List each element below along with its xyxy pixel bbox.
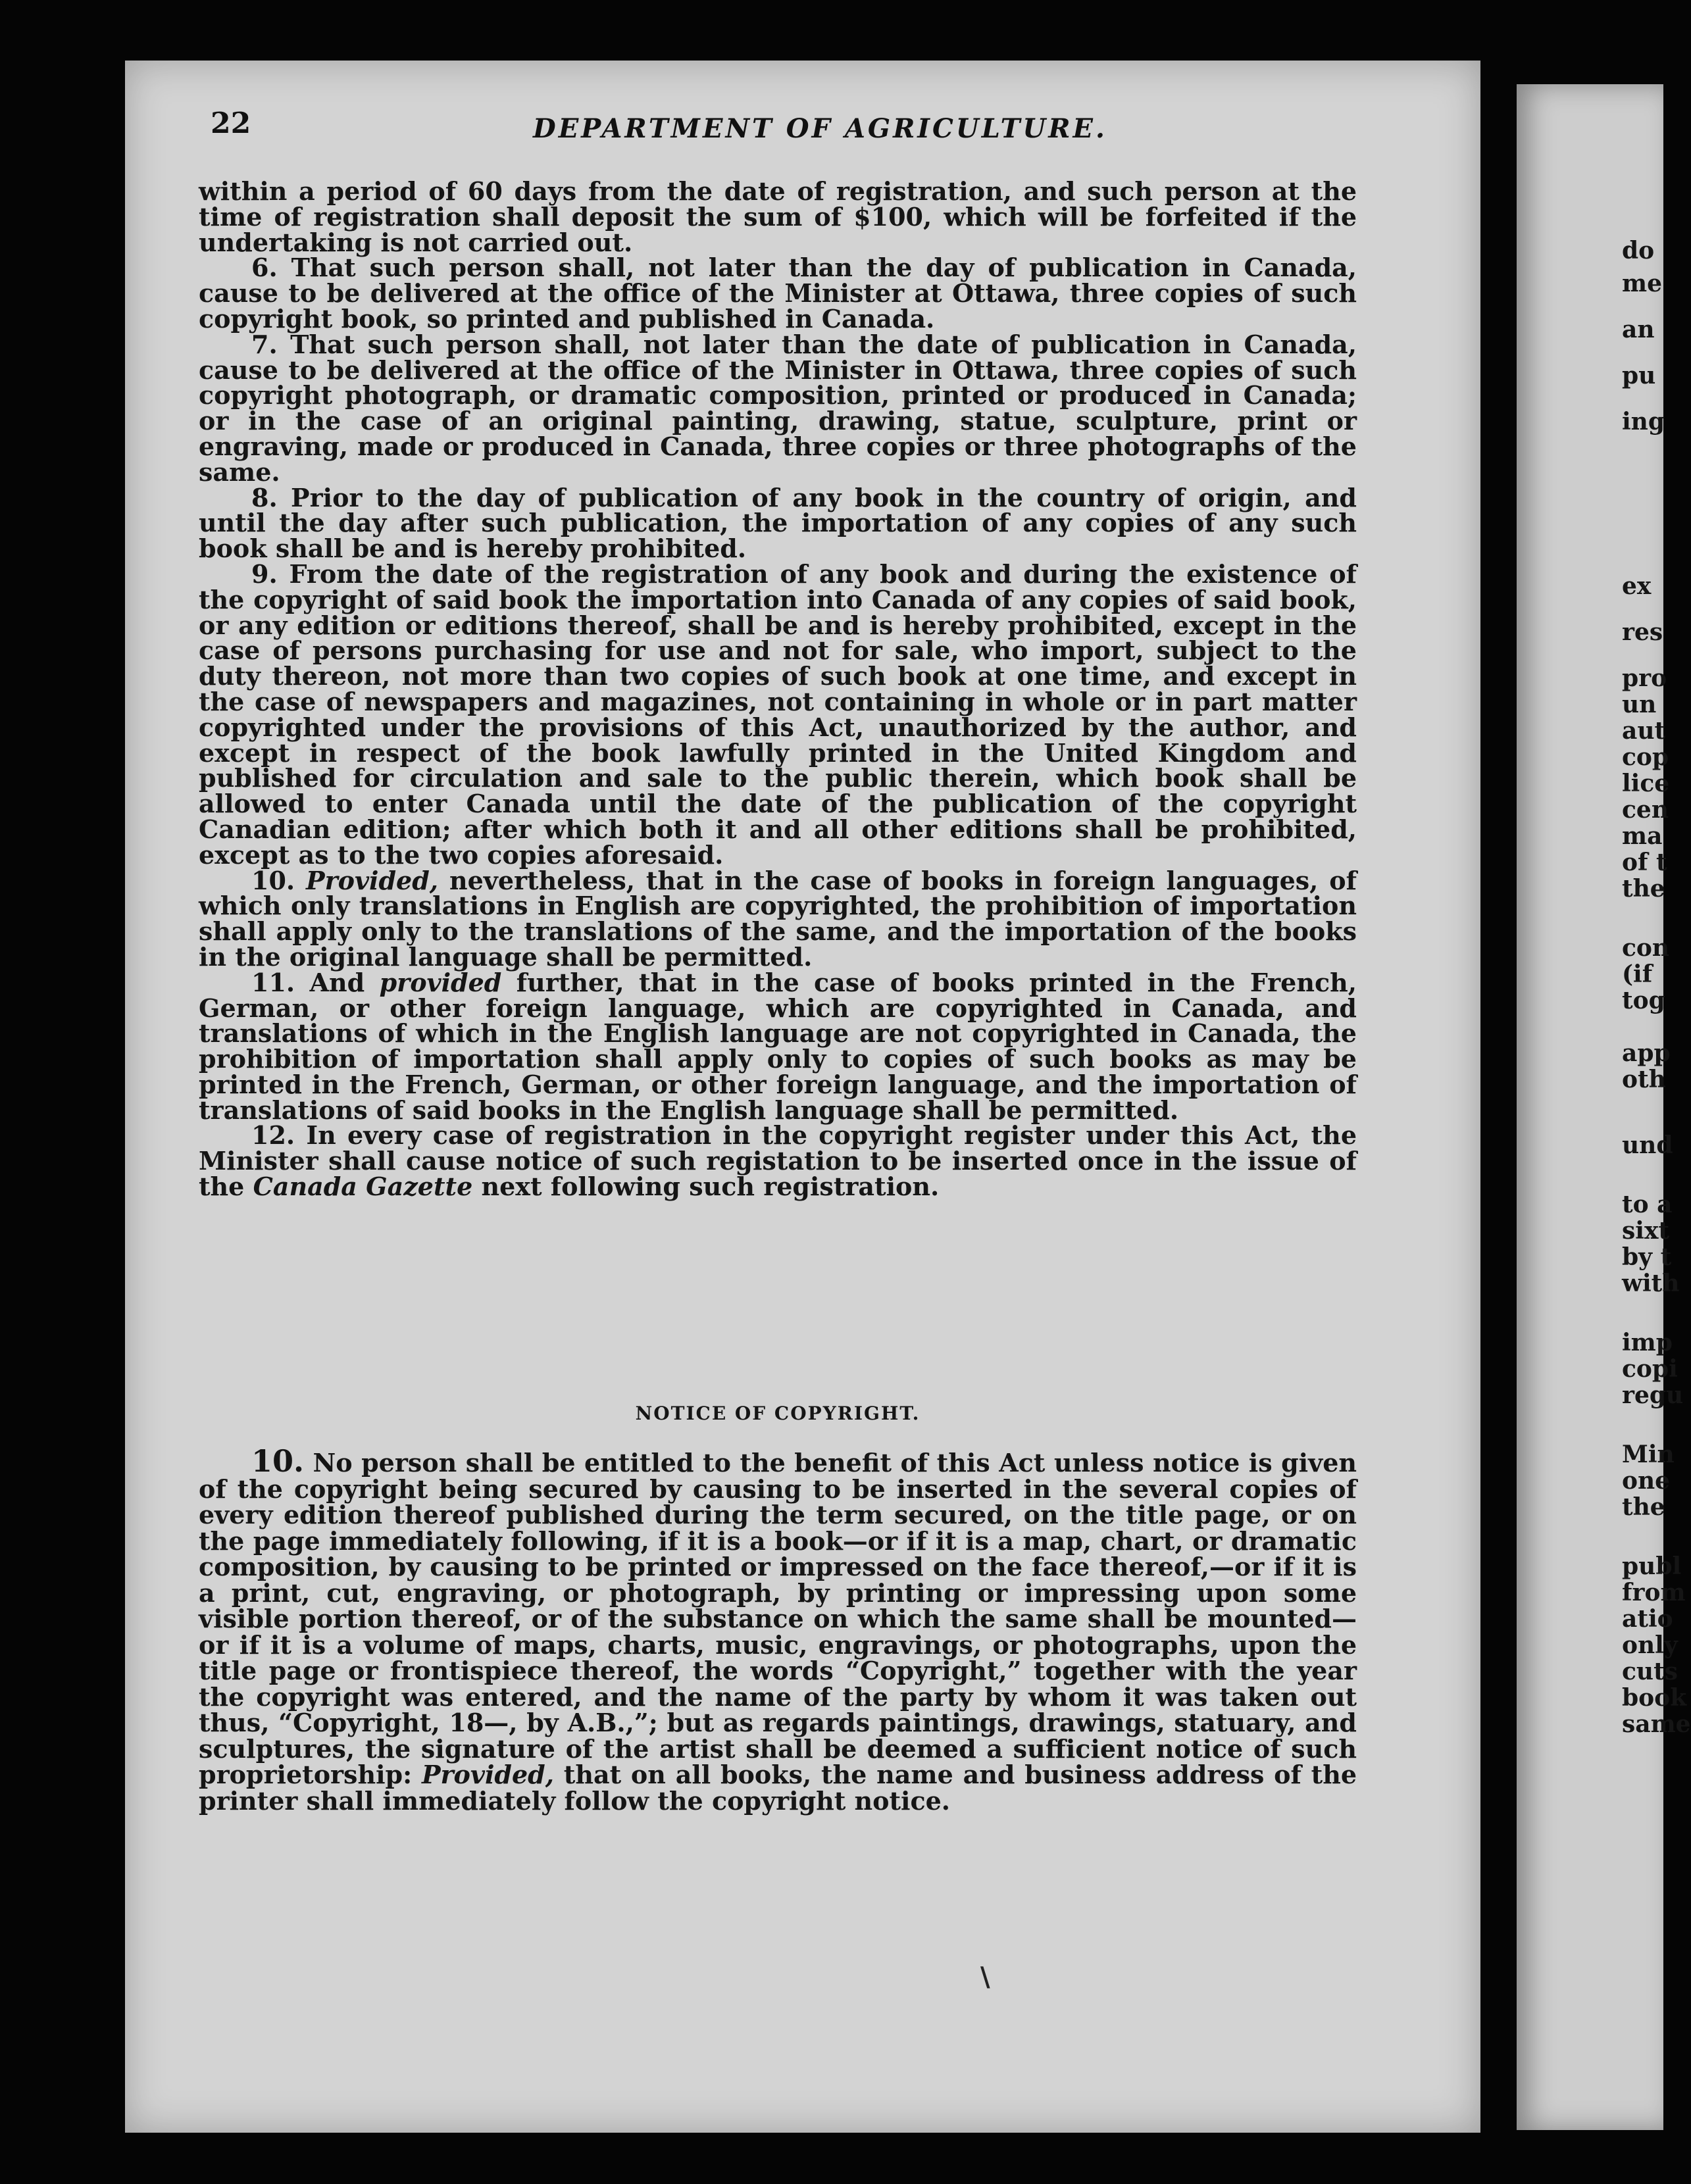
right-page-fragment: regu xyxy=(1622,1381,1684,1409)
right-page-fragment: pu xyxy=(1622,362,1656,389)
right-page-fragment: res xyxy=(1622,618,1663,646)
clause-12-body: 12. In every case of registration in the copyright register under this Act, the Minister shall cause notice of such registation to be inserted once in the issue of the xyxy=(199,1120,1357,1202)
right-page-fragment: an xyxy=(1622,316,1655,343)
stray-mark: \ xyxy=(980,1962,990,1993)
right-page-fragment: same xyxy=(1622,1710,1691,1738)
running-head: DEPARTMENT OF AGRICULTURE. xyxy=(533,113,1107,144)
clause-12 xyxy=(199,1120,1357,1202)
right-page-fragment: to a xyxy=(1622,1191,1673,1218)
right-page-fragment: do xyxy=(1622,237,1655,264)
right-page-fragment: book xyxy=(1622,1684,1687,1712)
clause-11-lead: 11. And xyxy=(251,967,365,997)
right-page-fragment: lice xyxy=(1622,770,1670,797)
notice-italic: Provided, xyxy=(421,1760,554,1789)
paragraph-continued: within a period of 60 days from the date of registration, and such person at the time of registration shall deposit the sum of $100, which will be forfeited if the undertaking is not carried out. xyxy=(199,176,1357,257)
right-page-fragment: the xyxy=(1622,1493,1665,1521)
right-page-fragment: und xyxy=(1622,1131,1673,1159)
right-page-fragment: the xyxy=(1622,875,1665,903)
right-page-fragment: imp xyxy=(1622,1329,1673,1356)
right-page-fragment: of t xyxy=(1622,849,1667,876)
notice-section xyxy=(199,1443,1357,1816)
right-page-fragment: tog xyxy=(1622,987,1665,1014)
clause-11-body: further, that in the case of books printed in the French, German, or other foreign language, which are copyrighted in Canada, and translations of which in the English language are not copyrighted in Canada, the prohibition of importation shall apply only to copies of such books as may be printed in the French, German, or other foreign language, and the importation of translations of said books in the English language shall be permitted. xyxy=(199,967,1357,1125)
clause-11 xyxy=(199,967,1357,1125)
notice-number: 10. xyxy=(251,1443,305,1479)
right-page-fragment: app xyxy=(1622,1039,1671,1067)
right-page-fragment: Min xyxy=(1622,1441,1675,1468)
right-page-fragment: with xyxy=(1622,1270,1680,1297)
right-page-fragment: ex xyxy=(1622,572,1652,600)
right-page-fragment: cop xyxy=(1622,743,1669,771)
clause-12-tail: next following such registration. xyxy=(481,1172,940,1202)
clause-11-italic: provided xyxy=(379,967,502,997)
notice-tail: that on all books, the name and business address of the printer shall immediately follow the copyright notice. xyxy=(199,1760,1357,1816)
right-page-fragment: me xyxy=(1622,270,1662,297)
right-page-fragment: un xyxy=(1622,691,1657,718)
right-page-fragment: oth xyxy=(1622,1066,1666,1093)
right-page-fragment: one xyxy=(1622,1467,1671,1495)
act-clauses xyxy=(199,176,1357,1202)
page-gutter xyxy=(1480,0,1517,2184)
clause-7: 7. That such person shall, not later than the date of publication in Canada, cause to be delivered at the office of the Minister in Ottawa, three copies of such copyright photograph, or dramatic composition, printed or produced in Canada; or in the case of an original painting, drawing, statue, sculpture, print or engraving, made or produced in Canada, three copies or three photographs of the same. xyxy=(199,329,1357,487)
page-number: 22 xyxy=(211,107,251,140)
clause-8: 8. Prior to the day of publication of any book in the country of origin, and until the day after such publication, the importation of any copies of any such book shall be and is hereby prohibited. xyxy=(199,482,1357,564)
clause-9: 9. From the date of the registration of any book and during the existence of the copyright of said book the importation into Canada of any copies of said book, or any edition or editions thereof, shall be and is hereby prohibited, except in the case of persons purchasing for use and not for sale, who import, subject to the duty thereon, not more than two copies of such book at one time, and except in the case of newspapers and magazines, not containing in whole or in part matter copyrighted under the provisions of this Act, unauthorized by the author, and except in respect of the book lawfully printed in the United Kingdom and published for circulation and sale to the public therein, which book shall be allowed to enter Canada until the date of the publication of the copyright Canadian edition; after which both it and all other editions shall be prohibited, except as to the two copies aforesaid. xyxy=(199,558,1357,870)
right-page-fragment: sixt xyxy=(1622,1217,1670,1245)
right-page-fragment: only xyxy=(1622,1631,1678,1659)
right-page-fragment: (if xyxy=(1622,960,1653,988)
right-page-fragment: pro xyxy=(1622,664,1667,692)
clause-10-italic: Provided, xyxy=(306,865,439,895)
right-page-fragment: con xyxy=(1622,934,1670,962)
clause-6: 6. That such person shall, not later than the day of publication in Canada, cause to be delivered at the office of the Minister at Ottawa, three copies of such copyright book, so printed and published in Canada. xyxy=(199,253,1357,334)
right-page-fragment: publ xyxy=(1622,1552,1682,1580)
notice-paragraph xyxy=(199,1443,1357,1816)
clause-10-lead: 10. xyxy=(251,865,295,895)
right-page-fragment: ma xyxy=(1622,822,1663,850)
notice-body: No person shall be entitled to the benefit of this Act unless notice is given of the copyright being secured by causing to be inserted in the several copies of every edition thereof published during the term secured, on the title page, or on the page immediately following, if it is a book—or if it is a map, chart, or dramatic composition, by causing to be printed or impressed on the face thereof,—or if it is a print, cut, engraving, or photograph, by printing or impressing upon some visible portion thereof, or of the substance on which the same shall be mounted—or if it is a volume of maps, charts, music, engravings, or photographs, upon the title page or frontispiece thereof, the words “Copyright,” together with the year the copyright was entered, and the name of the party by whom it was taken out thus, “Copyright, 18—, by A.B.,”; but as regards paintings, drawings, statuary, and sculptures, the signature of the artist shall be deemed a sufficient notice of such proprietorship: xyxy=(199,1448,1357,1789)
left-page xyxy=(125,61,1480,2133)
right-page-fragment: by t xyxy=(1622,1243,1672,1271)
right-page-fragment: cuts xyxy=(1622,1658,1678,1685)
clause-10 xyxy=(199,865,1357,972)
section-heading: NOTICE OF COPYRIGHT. xyxy=(635,1402,921,1424)
right-page-fragment: from xyxy=(1622,1579,1686,1606)
clause-12-italic: Canada Gazette xyxy=(253,1172,473,1202)
right-page-fragment: cen xyxy=(1622,796,1669,824)
right-page-fragment: atio xyxy=(1622,1605,1673,1633)
right-page-fragment: copi xyxy=(1622,1355,1678,1383)
right-page-fragment: aut xyxy=(1622,717,1666,745)
right-page xyxy=(1517,84,1691,2130)
clause-10-body: nevertheless, that in the case of books in foreign languages, of which only translations in English are copyrighted, the prohibition of importation shall apply only to the translations of the same, and the importation of the books in the original language shall be permitted. xyxy=(199,865,1357,972)
right-page-fragment: ing xyxy=(1622,408,1665,435)
